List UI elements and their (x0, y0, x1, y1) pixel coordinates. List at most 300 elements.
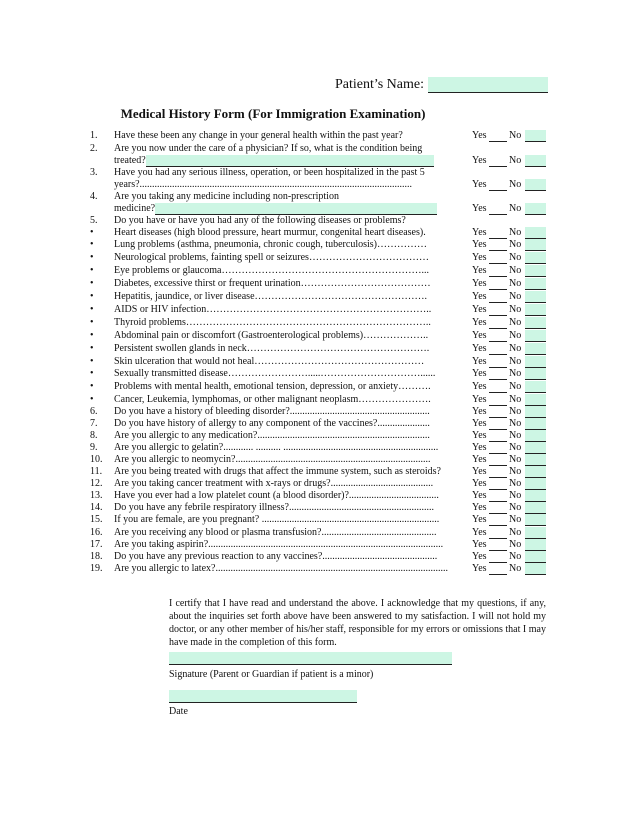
question-text (114, 381, 464, 393)
date-field[interactable] (169, 690, 357, 703)
question-text-line: Sexually transmitted disease…………………….....…………………………...... (114, 368, 436, 379)
yes-no-answer (472, 227, 546, 239)
question-number: 16. (90, 527, 103, 538)
no-label: No (509, 514, 522, 525)
question-text-line: Lung problems (asthma, pneumonia, chronic cough, tuberculosis)…………… (114, 239, 427, 250)
question-text-line: Are you taking any medicine including non-prescription (114, 191, 339, 202)
question-row (90, 466, 546, 478)
yes-label: Yes (472, 179, 487, 190)
question-text-line: Are you taking aspirin?.............................................................................................. (114, 539, 444, 550)
question-text (114, 317, 464, 329)
bullet-marker: • (90, 368, 94, 379)
no-answer-field[interactable] (525, 330, 546, 342)
question-text (114, 304, 464, 316)
bullet-marker: • (90, 381, 94, 392)
question-row (90, 278, 546, 290)
yes-label: Yes (472, 478, 487, 489)
yes-label: Yes (472, 304, 487, 315)
yes-answer-field[interactable] (489, 551, 507, 563)
yes-no-answer (472, 155, 546, 167)
no-answer-field[interactable] (525, 406, 546, 418)
yes-no-answer (472, 368, 546, 380)
no-label: No (509, 418, 522, 429)
yes-label: Yes (472, 551, 487, 562)
bullet-marker: • (90, 356, 94, 367)
no-answer-field[interactable] (525, 466, 546, 478)
question-row (90, 317, 546, 329)
no-label: No (509, 502, 522, 513)
question-row (90, 527, 546, 539)
yes-answer-field[interactable] (489, 130, 507, 142)
question-number: 15. (90, 514, 103, 525)
no-label: No (509, 330, 522, 341)
yes-label: Yes (472, 317, 487, 328)
question-number: 14. (90, 502, 103, 513)
patient-name-label: Patient’s Name: (334, 77, 424, 92)
no-answer-field[interactable] (525, 490, 546, 502)
question-row (90, 454, 546, 466)
question-row (90, 490, 546, 502)
bullet-marker: • (90, 343, 94, 354)
question-text-line: Eye problems or glaucoma……………………………………………………... (114, 265, 429, 276)
question-text-line: Diabetes, excessive thirst or frequent urination………………………………… (114, 278, 431, 289)
question-number: 10. (90, 454, 103, 465)
question-row (90, 227, 546, 239)
no-answer-field[interactable] (525, 179, 546, 191)
no-answer-field[interactable] (525, 304, 546, 316)
question-row (90, 442, 546, 454)
question-text-line: Have you ever had a low platelet count (a blood disorder)?.................................... (114, 490, 439, 501)
no-answer-field[interactable] (525, 368, 546, 380)
question-row (90, 368, 546, 380)
no-label: No (509, 239, 522, 250)
question-text-line: Heart diseases (high blood pressure, heart murmur, congenital heart diseases). (114, 227, 426, 238)
yes-answer-field[interactable] (489, 203, 507, 215)
yes-answer-field[interactable] (489, 155, 507, 167)
question-row (90, 304, 546, 316)
yes-no-answer (472, 563, 546, 575)
yes-no-answer (472, 406, 546, 418)
no-label: No (509, 227, 522, 238)
question-text-line: Skin ulceration that would not heal…………………………………………… (114, 356, 425, 367)
question-text (114, 330, 464, 342)
no-answer-field[interactable] (525, 291, 546, 303)
question-number: 17. (90, 539, 103, 550)
yes-no-answer (472, 514, 546, 526)
question-text-continued: years?............................................................................................................. (114, 179, 413, 190)
question-row (90, 502, 546, 514)
no-answer-field[interactable] (525, 502, 546, 514)
yes-label: Yes (472, 406, 487, 417)
yes-label: Yes (472, 343, 487, 354)
yes-no-answer (472, 551, 546, 563)
question-row (90, 167, 546, 191)
no-answer-field[interactable] (525, 430, 546, 442)
no-label: No (509, 527, 522, 538)
no-label: No (509, 356, 522, 367)
no-answer-field[interactable] (525, 239, 546, 251)
question-row (90, 356, 546, 368)
yes-no-answer (472, 343, 546, 355)
question-row (90, 514, 546, 526)
question-text-line: Have these been any change in your general health within the past year? (114, 130, 403, 141)
no-label: No (509, 368, 522, 379)
yes-label: Yes (472, 454, 487, 465)
yes-answer-field[interactable] (489, 442, 507, 454)
question-text (114, 539, 464, 551)
no-answer-field[interactable] (525, 265, 546, 277)
no-answer-field[interactable] (525, 478, 546, 490)
question-row (90, 551, 546, 563)
no-label: No (509, 130, 522, 141)
question-text-line: Are you allergic to neomycin?.............................................................................. (114, 454, 431, 465)
yes-label: Yes (472, 430, 487, 441)
bullet-marker: • (90, 239, 94, 250)
yes-answer-field[interactable] (489, 343, 507, 355)
question-row (90, 430, 546, 442)
yes-label: Yes (472, 418, 487, 429)
question-text (114, 191, 464, 215)
question-text (114, 527, 464, 539)
question-text-line: Are you allergic to gelatin?............ .......... .............................................................. (114, 442, 439, 453)
yes-label: Yes (472, 239, 487, 250)
bullet-marker: • (90, 317, 94, 328)
question-text-continued: medicine? (114, 203, 156, 214)
no-label: No (509, 539, 522, 550)
yes-label: Yes (472, 563, 487, 574)
question-text (114, 143, 464, 167)
question-number: 5. (90, 215, 98, 226)
bullet-marker: • (90, 227, 94, 238)
yes-answer-field[interactable] (489, 406, 507, 418)
no-label: No (509, 265, 522, 276)
question-text-line: Persistent swollen glands in neck………………………………………………. (114, 343, 430, 354)
yes-no-answer (472, 418, 546, 430)
question-number: 4. (90, 191, 98, 202)
yes-label: Yes (472, 502, 487, 513)
certification-text: I certify that I have read and understand the above. I acknowledge that my questions, if any, about the inquiries set forth above have been answered to my satisfaction. I will not hold my doctor, or any other member of his/her staff, responsible for my errors or omissions that I may have made in the completion of this form. (169, 598, 546, 648)
question-row (90, 215, 546, 227)
bullet-marker: • (90, 330, 94, 341)
question-number: 18. (90, 551, 103, 562)
yes-label: Yes (472, 252, 487, 263)
no-label: No (509, 466, 522, 477)
yes-label: Yes (472, 527, 487, 538)
no-label: No (509, 490, 522, 501)
question-text (114, 490, 464, 502)
yes-label: Yes (472, 394, 487, 405)
yes-answer-field[interactable] (489, 563, 507, 575)
question-text-line: Have you had any serious illness, operation, or been hospitalized in the past 5 (114, 167, 425, 178)
question-text (114, 478, 464, 490)
question-text (114, 406, 464, 418)
signature-label: Signature (Parent or Guardian if patient is a minor) (169, 669, 374, 680)
no-label: No (509, 155, 522, 166)
yes-no-answer (472, 278, 546, 290)
yes-answer-field[interactable] (489, 418, 507, 430)
yes-answer-field[interactable] (489, 466, 507, 478)
question-number: 19. (90, 563, 103, 574)
yes-answer-field[interactable] (489, 239, 507, 251)
question-text (114, 394, 464, 406)
question-row (90, 130, 546, 142)
yes-no-answer (472, 527, 546, 539)
no-label: No (509, 430, 522, 441)
yes-label: Yes (472, 368, 487, 379)
yes-label: Yes (472, 466, 487, 477)
question-text (114, 563, 464, 575)
no-answer-field[interactable] (525, 227, 546, 239)
question-number: 1. (90, 130, 98, 141)
no-answer-field[interactable] (525, 278, 546, 290)
condition-answer-field[interactable] (146, 155, 434, 167)
question-text-line: Abdominal pain or discomfort (Gastroenterological problems)……………….. (114, 330, 429, 341)
no-answer-field[interactable] (525, 394, 546, 406)
bullet-marker: • (90, 252, 94, 263)
question-text (114, 130, 464, 142)
question-number: 11. (90, 466, 103, 477)
yes-label: Yes (472, 265, 487, 276)
question-text (114, 227, 464, 239)
yes-label: Yes (472, 356, 487, 367)
question-text (114, 551, 464, 563)
question-text-line: Are you being treated with drugs that affect the immune system, such as steroids? (114, 466, 441, 477)
question-text (114, 430, 464, 442)
yes-answer-field[interactable] (489, 330, 507, 342)
question-number: 9. (90, 442, 98, 453)
yes-no-answer (472, 265, 546, 277)
bullet-marker: • (90, 304, 94, 315)
question-number: 7. (90, 418, 98, 429)
yes-label: Yes (472, 203, 487, 214)
no-label: No (509, 394, 522, 405)
yes-answer-field[interactable] (489, 514, 507, 526)
bullet-marker: • (90, 265, 94, 276)
yes-label: Yes (472, 514, 487, 525)
yes-no-answer (472, 179, 546, 191)
question-text (114, 215, 464, 227)
question-number: 6. (90, 406, 98, 417)
no-label: No (509, 563, 522, 574)
question-text-continued: treated? (114, 155, 146, 166)
yes-label: Yes (472, 381, 487, 392)
yes-no-answer (472, 304, 546, 316)
yes-no-answer (472, 478, 546, 490)
signature-field[interactable] (169, 652, 452, 665)
question-text-line: Do you have history of allergy to any component of the vaccines?..................... (114, 418, 430, 429)
question-text (114, 466, 464, 478)
question-text-line: Neurological problems, fainting spell or seizures……………………………… (114, 252, 429, 263)
yes-answer-field[interactable] (489, 278, 507, 290)
question-row (90, 394, 546, 406)
question-number: 13. (90, 490, 103, 501)
condition-answer-field[interactable] (155, 203, 437, 215)
yes-answer-field[interactable] (489, 252, 507, 264)
yes-answer-field[interactable] (489, 368, 507, 380)
no-answer-field[interactable] (525, 454, 546, 466)
patient-name-field[interactable] (428, 77, 548, 93)
question-text (114, 265, 464, 277)
question-text (114, 343, 464, 355)
question-row (90, 563, 546, 575)
question-text (114, 502, 464, 514)
no-label: No (509, 291, 522, 302)
no-label: No (509, 454, 522, 465)
question-text-line: Hepatitis, jaundice, or liver disease……………………………………………. (114, 291, 428, 302)
no-answer-field[interactable] (525, 155, 546, 167)
no-label: No (509, 442, 522, 453)
question-text (114, 514, 464, 526)
question-text (114, 454, 464, 466)
yes-answer-field[interactable] (489, 527, 507, 539)
question-text (114, 252, 464, 264)
yes-no-answer (472, 203, 546, 215)
yes-label: Yes (472, 291, 487, 302)
yes-answer-field[interactable] (489, 430, 507, 442)
yes-label: Yes (472, 330, 487, 341)
question-row (90, 418, 546, 430)
no-label: No (509, 406, 522, 417)
yes-no-answer (472, 466, 546, 478)
yes-no-answer (472, 454, 546, 466)
yes-answer-field[interactable] (489, 454, 507, 466)
yes-no-answer (472, 330, 546, 342)
yes-answer-field[interactable] (489, 317, 507, 329)
yes-answer-field[interactable] (489, 490, 507, 502)
question-text-line: AIDS or HIV infection………………………………………………………….. (114, 304, 432, 315)
question-row (90, 291, 546, 303)
question-text-line: Are you allergic to latex?............................................................................................. (114, 563, 448, 574)
no-answer-field[interactable] (525, 539, 546, 551)
yes-no-answer (472, 252, 546, 264)
question-text-line: If you are female, are you pregnant? ....................................................................... (114, 514, 440, 525)
yes-no-answer (472, 239, 546, 251)
question-text-line: Thyroid problems……………………………………………………………….. (114, 317, 431, 328)
no-label: No (509, 278, 522, 289)
yes-no-answer (472, 317, 546, 329)
yes-answer-field[interactable] (489, 539, 507, 551)
question-text-line: Are you taking cancer treatment with x-rays or drugs?......................................... (114, 478, 434, 489)
yes-answer-field[interactable] (489, 478, 507, 490)
no-label: No (509, 343, 522, 354)
question-row (90, 252, 546, 264)
yes-label: Yes (472, 490, 487, 501)
yes-answer-field[interactable] (489, 381, 507, 393)
no-label: No (509, 179, 522, 190)
yes-answer-field[interactable] (489, 304, 507, 316)
yes-label: Yes (472, 539, 487, 550)
yes-answer-field[interactable] (489, 265, 507, 277)
question-row (90, 143, 546, 167)
question-text-line: Cancer, Leukemia, lymphomas, or other malignant neoplasm…………………. (114, 394, 431, 405)
no-answer-field[interactable] (525, 130, 546, 142)
yes-no-answer (472, 490, 546, 502)
question-row (90, 406, 546, 418)
yes-answer-field[interactable] (489, 179, 507, 191)
question-number: 12. (90, 478, 103, 489)
yes-no-answer (472, 442, 546, 454)
question-row (90, 265, 546, 277)
question-text-line: Are you receiving any blood or plasma transfusion?.............................................. (114, 527, 437, 538)
question-text-line: Are you allergic to any medication?..................................................................... (114, 430, 430, 441)
no-label: No (509, 551, 522, 562)
no-answer-field[interactable] (525, 442, 546, 454)
yes-label: Yes (472, 227, 487, 238)
no-answer-field[interactable] (525, 317, 546, 329)
yes-no-answer (472, 356, 546, 368)
no-answer-field[interactable] (525, 527, 546, 539)
question-text-line: Problems with mental health, emotional tension, depression, or anxiety………. (114, 381, 431, 392)
yes-answer-field[interactable] (489, 502, 507, 514)
no-label: No (509, 203, 522, 214)
question-text-line: Do you have any previous reaction to any vaccines?.............................................. (114, 551, 438, 562)
no-answer-field[interactable] (525, 252, 546, 264)
patient-name-row (335, 77, 548, 93)
question-row (90, 343, 546, 355)
yes-label: Yes (472, 130, 487, 141)
yes-no-answer (472, 502, 546, 514)
question-row (90, 239, 546, 251)
yes-no-answer (472, 539, 546, 551)
question-text-line: Do you have or have you had any of the following diseases or problems? (114, 215, 406, 226)
bullet-marker: • (90, 394, 94, 405)
question-text (114, 239, 464, 251)
no-answer-field[interactable] (525, 551, 546, 563)
question-text (114, 356, 464, 368)
question-text (114, 291, 464, 303)
yes-no-answer (472, 130, 546, 142)
no-answer-field[interactable] (525, 356, 546, 368)
question-text-line: Do you have a history of bleeding disorder?........................................................ (114, 406, 430, 417)
question-row (90, 191, 546, 215)
form-title: Medical History Form (For Immigration Examination) (120, 106, 426, 121)
no-label: No (509, 252, 522, 263)
bullet-marker: • (90, 278, 94, 289)
yes-no-answer (472, 291, 546, 303)
yes-label: Yes (472, 442, 487, 453)
question-text-line: Do you have any febrile respiratory illness?.......................................................... (114, 502, 434, 513)
question-text-line: Are you now under the care of a physician? If so, what is the condition being (114, 143, 423, 154)
no-answer-field[interactable] (525, 514, 546, 526)
no-answer-field[interactable] (525, 381, 546, 393)
yes-no-answer (472, 381, 546, 393)
bullet-marker: • (90, 291, 94, 302)
no-label: No (509, 304, 522, 315)
question-number: 2. (90, 143, 98, 154)
no-answer-field[interactable] (525, 343, 546, 355)
yes-answer-field[interactable] (489, 227, 507, 239)
no-answer-field[interactable] (525, 563, 546, 575)
question-text (114, 442, 464, 454)
no-label: No (509, 381, 522, 392)
no-answer-field[interactable] (525, 418, 546, 430)
question-row (90, 478, 546, 490)
yes-no-answer (472, 394, 546, 406)
yes-label: Yes (472, 278, 487, 289)
date-label: Date (169, 706, 188, 717)
question-row (90, 381, 546, 393)
yes-answer-field[interactable] (489, 394, 507, 406)
yes-answer-field[interactable] (489, 356, 507, 368)
yes-answer-field[interactable] (489, 291, 507, 303)
question-number: 3. (90, 167, 98, 178)
question-number: 8. (90, 430, 98, 441)
yes-no-answer (472, 430, 546, 442)
no-answer-field[interactable] (525, 203, 546, 215)
question-text (114, 278, 464, 290)
question-text (114, 418, 464, 430)
no-label: No (509, 317, 522, 328)
